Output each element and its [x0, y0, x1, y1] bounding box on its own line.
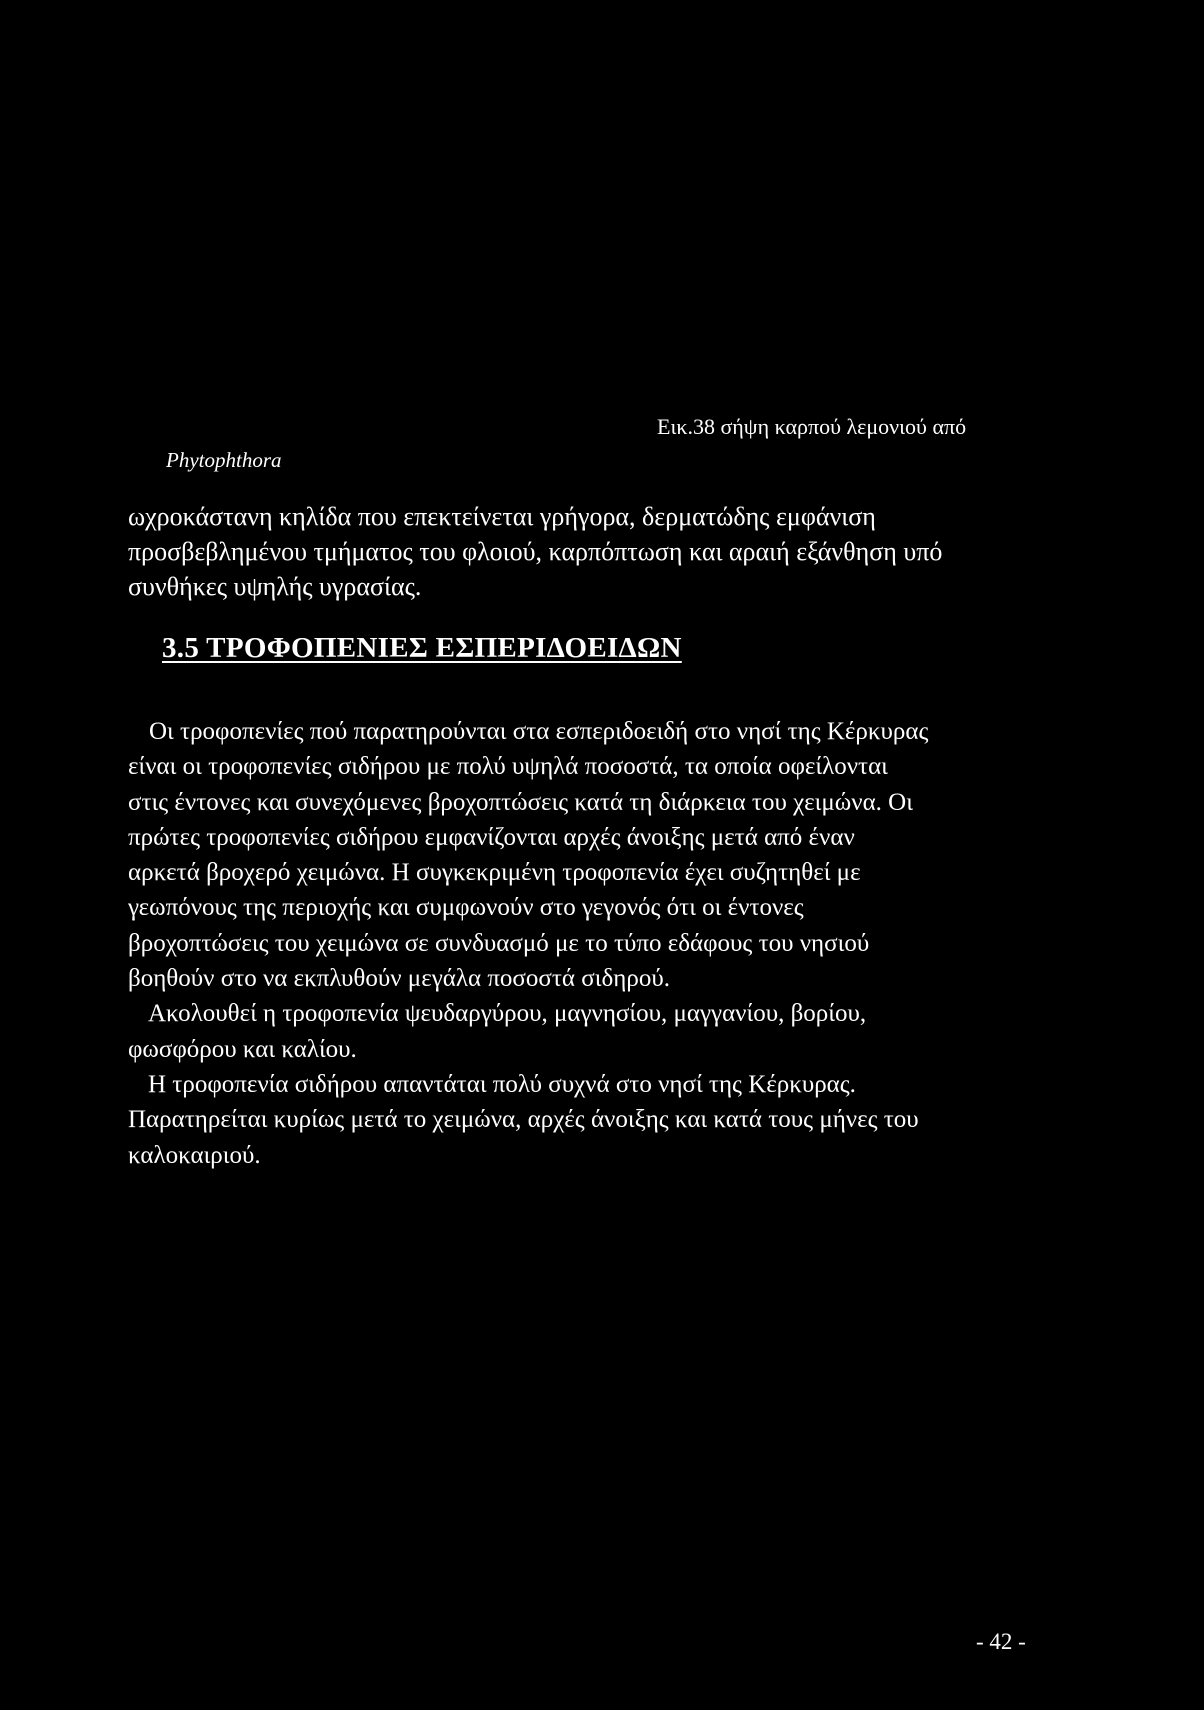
text-line: στις έντονες και συνεχόμενες βροχοπτώσεις κατά τη διάρκεια του χειμώνα. Οι	[128, 788, 913, 816]
text-line: προσβεβλημένου τμήματος του φλοιού, καρπόπτωση και αραιή εξάνθηση υπό	[128, 537, 943, 566]
text-line: πρώτες τροφοπενίες σιδήρου εμφανίζονται αρχές άνοιξης μετά από έναν	[128, 823, 855, 851]
section-heading: 3.5 ΤΡΟΦΟΠΕΝΙΕΣ ΕΣΠΕΡΙΔΟΕΙΔΩΝ	[162, 632, 682, 664]
figure-caption-species: Phytophthora	[166, 448, 282, 472]
intro-paragraph	[128, 499, 1053, 604]
text-line: γεωπόνους της περιοχής και συμφωνούν στο γεγονός ότι οι έντονες	[128, 894, 804, 922]
text-line: συνθήκες υψηλής υγρασίας.	[128, 572, 422, 601]
text-line: είναι οι τροφοπενίες σιδήρου με πολύ υψηλά ποσοστά, τα οποία οφείλονται	[128, 753, 888, 781]
text-line: ωχροκάστανη κηλίδα που επεκτείνεται γρήγορα, δερματώδης εμφάνιση	[128, 502, 876, 531]
text-line: Οι τροφοπενίες πού παρατηρούνται στα εσπεριδοειδή στο νησί της Κέρκυρας	[149, 718, 929, 745]
page-number: - 42 -	[976, 1629, 1026, 1654]
text-line: βροχοπτώσεις του χειμώνα σε συνδυασμό με το τύπο εδάφους του νησιού	[128, 929, 870, 957]
text-line: Η τροφοπενία σιδήρου απαντάται πολύ συχνά στο νησί της Κέρκυρας.	[148, 1070, 856, 1098]
text-line: φωσφόρου και καλίου.	[128, 1035, 357, 1063]
text-line: καλοκαιριού.	[128, 1141, 261, 1169]
figure-caption: Εικ.38 σήψη καρπού λεμονιού από	[657, 414, 967, 439]
text-line: Ακολουθεί η τροφοπενία ψευδαργύρου, μαγνησίου, μαγγανίου, βορίου,	[148, 1000, 867, 1028]
text-line: αρκετά βροχερό χειμώνα. Η συγκεκριμένη τροφοπενία έχει συζητηθεί με	[128, 859, 861, 887]
text-line: βοηθούν στο να εκπλυθούν μεγάλα ποσοστά σιδηρού.	[128, 965, 670, 993]
text-line: Παρατηρείται κυρίως μετά το χειμώνα, αρχές άνοιξης και κατά τους μήνες του	[128, 1106, 919, 1134]
body-paragraphs	[128, 714, 1068, 1173]
